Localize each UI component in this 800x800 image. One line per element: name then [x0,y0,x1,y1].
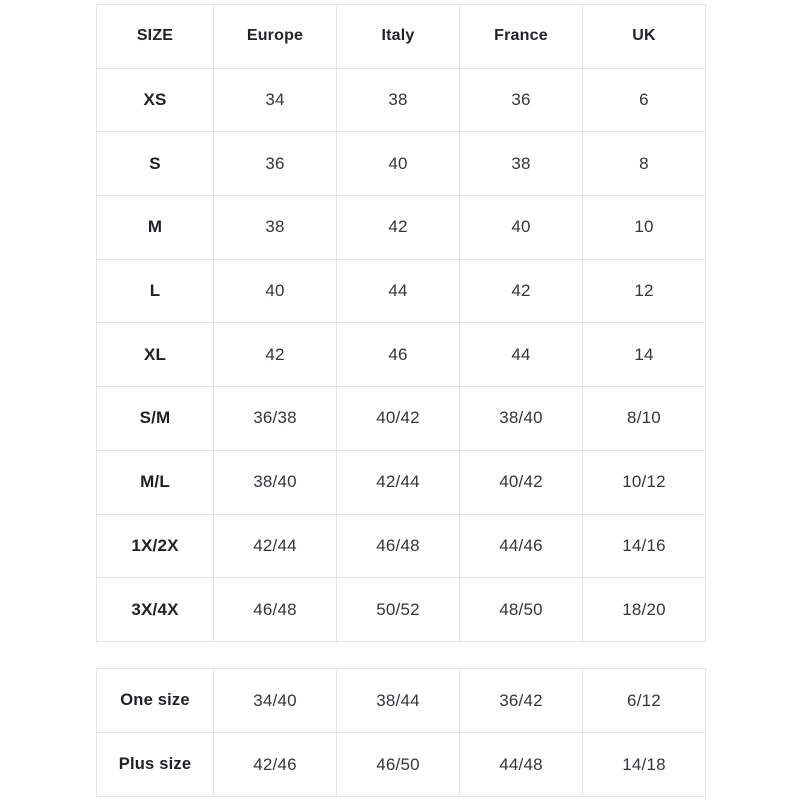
cell-italy: 40 [337,132,460,196]
cell-france: 38/40 [460,387,583,451]
column-header-uk: UK [583,5,706,69]
main-size-table [96,4,706,642]
cell-uk: 14/18 [583,733,706,797]
cell-italy: 46/48 [337,514,460,578]
table-row [97,450,706,514]
cell-uk: 12 [583,259,706,323]
row-label: XL [97,323,214,387]
secondary-size-table-body [97,669,706,797]
row-label: 1X/2X [97,514,214,578]
cell-italy: 44 [337,259,460,323]
cell-uk: 14 [583,323,706,387]
cell-france: 36 [460,68,583,132]
column-header-size: SIZE [97,5,214,69]
cell-europe: 34 [214,68,337,132]
main-size-table-body [97,68,706,641]
cell-france: 38 [460,132,583,196]
cell-uk: 8 [583,132,706,196]
cell-france: 40 [460,196,583,260]
cell-uk: 18/20 [583,578,706,642]
cell-europe: 42/46 [214,733,337,797]
cell-italy: 40/42 [337,387,460,451]
table-row [97,669,706,733]
main-size-table-container [96,4,705,642]
cell-europe: 34/40 [214,669,337,733]
cell-italy: 38 [337,68,460,132]
cell-europe: 36/38 [214,387,337,451]
secondary-size-table [96,668,706,797]
column-header-france: France [460,5,583,69]
row-label: S [97,132,214,196]
cell-europe: 40 [214,259,337,323]
cell-france: 48/50 [460,578,583,642]
cell-europe: 42 [214,323,337,387]
cell-france: 44/48 [460,733,583,797]
cell-europe: 42/44 [214,514,337,578]
main-size-table-header [97,5,706,69]
row-label: L [97,259,214,323]
row-label: M/L [97,450,214,514]
table-row [97,323,706,387]
cell-europe: 46/48 [214,578,337,642]
cell-france: 42 [460,259,583,323]
cell-italy: 46/50 [337,733,460,797]
column-header-europe: Europe [214,5,337,69]
cell-uk: 6/12 [583,669,706,733]
cell-italy: 50/52 [337,578,460,642]
cell-uk: 14/16 [583,514,706,578]
cell-europe: 36 [214,132,337,196]
table-header-row [97,5,706,69]
cell-uk: 10/12 [583,450,706,514]
table-row [97,514,706,578]
cell-italy: 46 [337,323,460,387]
cell-france: 44/46 [460,514,583,578]
row-label: M [97,196,214,260]
table-row [97,387,706,451]
row-label: Plus size [97,733,214,797]
table-row [97,68,706,132]
cell-italy: 42 [337,196,460,260]
secondary-size-table-container [96,668,705,797]
column-header-italy: Italy [337,5,460,69]
row-label: S/M [97,387,214,451]
cell-uk: 6 [583,68,706,132]
cell-italy: 38/44 [337,669,460,733]
table-row [97,259,706,323]
cell-europe: 38/40 [214,450,337,514]
cell-france: 36/42 [460,669,583,733]
table-row [97,132,706,196]
row-label: 3X/4X [97,578,214,642]
cell-france: 44 [460,323,583,387]
table-row [97,196,706,260]
cell-uk: 10 [583,196,706,260]
cell-italy: 42/44 [337,450,460,514]
table-row [97,578,706,642]
row-label: XS [97,68,214,132]
table-row [97,733,706,797]
cell-france: 40/42 [460,450,583,514]
row-label: One size [97,669,214,733]
cell-uk: 8/10 [583,387,706,451]
cell-europe: 38 [214,196,337,260]
